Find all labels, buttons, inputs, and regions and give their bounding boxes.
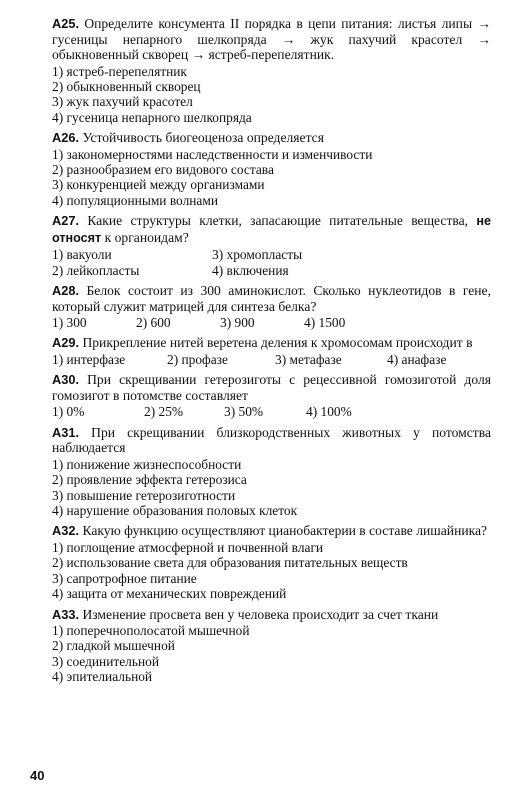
- answer-option: 4) 1500: [304, 315, 346, 331]
- question-text: Устойчивость биогеоценоза определяется: [82, 130, 324, 146]
- question-number: A29.: [52, 335, 80, 351]
- answer-option: 1) 300: [52, 315, 87, 331]
- answer-option: 3) конкуренцией между организмами: [52, 177, 265, 193]
- page-number: 40: [30, 768, 45, 783]
- question-number: A33.: [52, 606, 80, 622]
- answer-option: 3) сапротрофное питание: [52, 570, 197, 586]
- question-number: A32.: [52, 523, 80, 539]
- answer-option: 3) жук пахучий красотел: [52, 94, 193, 110]
- answer-option: 1) поперечнополосатой мышечной: [52, 623, 250, 639]
- question-a27: [52, 213, 491, 278]
- answer-option: 1) закономерностями наследственности и изменчивости: [52, 146, 373, 162]
- answer-option: 2) 25%: [144, 404, 184, 420]
- answer-options: [52, 540, 491, 602]
- answer-option: 2) профазе: [167, 351, 228, 367]
- answer-option: 2) обыкновенный скворец: [52, 78, 201, 94]
- answer-options: [52, 315, 491, 330]
- question-text: При скрещивании близкородственных животных у потомства наблюдается: [52, 424, 491, 456]
- question-number: A25.: [52, 16, 80, 31]
- question-text: Прикрепление нитей веретена деления к хромосомам происходит в: [82, 335, 473, 351]
- question-number: A30.: [52, 372, 80, 388]
- answer-option: 3) 50%: [224, 404, 264, 420]
- answer-option: 1) понижение жизнеспособности: [52, 456, 242, 472]
- answer-option: 4) эпителиальной: [52, 669, 153, 685]
- answer-options: [52, 623, 491, 685]
- answer-options: [52, 352, 491, 367]
- question-a32: [52, 523, 491, 601]
- answer-option: 3) соединительной: [52, 653, 159, 669]
- answer-option: 4) анафазе: [387, 351, 447, 367]
- question-text: Какие структуры клетки, запасающие питательные вещества,: [87, 213, 469, 229]
- answer-option: 3) повышение гетерозиготности: [52, 487, 236, 503]
- answer-option: 4) защита от механических повреждений: [52, 586, 287, 602]
- answer-option: 1) 0%: [52, 404, 85, 420]
- question-a25: [52, 16, 491, 125]
- question-text: При скрещивании гетерозиготы с рецессивной гомозиготой доля гомозигот в потомстве составляет: [52, 372, 491, 403]
- answer-options: [52, 64, 491, 126]
- answer-option: 2) гладкой мышечной: [52, 638, 175, 654]
- answer-option: 1) поглощение атмосферной и почвенной влаги: [52, 539, 324, 555]
- question-number: A28.: [52, 283, 80, 299]
- question-a31: [52, 425, 491, 519]
- answer-options: [52, 247, 491, 278]
- question-number: A31.: [52, 424, 80, 440]
- question-number: A27.: [52, 213, 80, 229]
- answer-options: [52, 457, 491, 519]
- question-a30: [52, 372, 491, 419]
- question-text: Какую функцию осуществляют цианобактерии в составе лишайника?: [82, 523, 488, 539]
- answer-option: 3) 900: [220, 315, 255, 331]
- emphasis-text: не относят: [52, 214, 492, 245]
- answer-option: 4) включения: [212, 262, 289, 278]
- answer-options: [52, 147, 491, 209]
- question-a26: [52, 130, 491, 208]
- answer-options: [52, 404, 491, 419]
- answer-option: 1) ястреб-перепелятник: [52, 63, 187, 79]
- question-a29: [52, 335, 491, 367]
- answer-option: 2) разнообразием его видового состава: [52, 162, 274, 178]
- answer-option: 2) 600: [136, 315, 171, 331]
- answer-option: 2) использование света для образования питательных веществ: [52, 555, 408, 571]
- question-text-end: к органоидам?: [104, 229, 189, 245]
- answer-option: 3) метафазе: [275, 351, 342, 367]
- answer-option: 1) вакуоли: [52, 247, 112, 263]
- question-text: Изменение просвета вен у человека происходит за счет ткани: [82, 606, 439, 622]
- answer-option: 4) 100%: [306, 404, 352, 420]
- answer-option: 4) гусеница непарного шелкопряда: [52, 109, 252, 125]
- question-text: Белок состоит из 300 аминокислот. Сколько нуклеотидов в гене, который служит матрицей для синтеза белка?: [52, 283, 491, 314]
- answer-option: 4) нарушение образования половых клеток: [52, 503, 298, 518]
- answer-option: 2) лейкопласты: [52, 262, 140, 278]
- question-number: A26.: [52, 130, 80, 146]
- question-a33: [52, 607, 491, 685]
- answer-option: 1) интерфазе: [52, 351, 126, 367]
- answer-option: 4) популяционными волнами: [52, 192, 219, 208]
- question-text: Определите консумента II порядка в цепи питания: листья липы → гусеницы непарного шелкопряда → жук пахучий красотел → обыкновенный скворец → ястреб-перепелятник.: [52, 16, 491, 62]
- question-a28: [52, 283, 491, 330]
- answer-option: 2) проявление эффекта гетерозиса: [52, 472, 247, 488]
- answer-option: 3) хромопласты: [212, 247, 303, 263]
